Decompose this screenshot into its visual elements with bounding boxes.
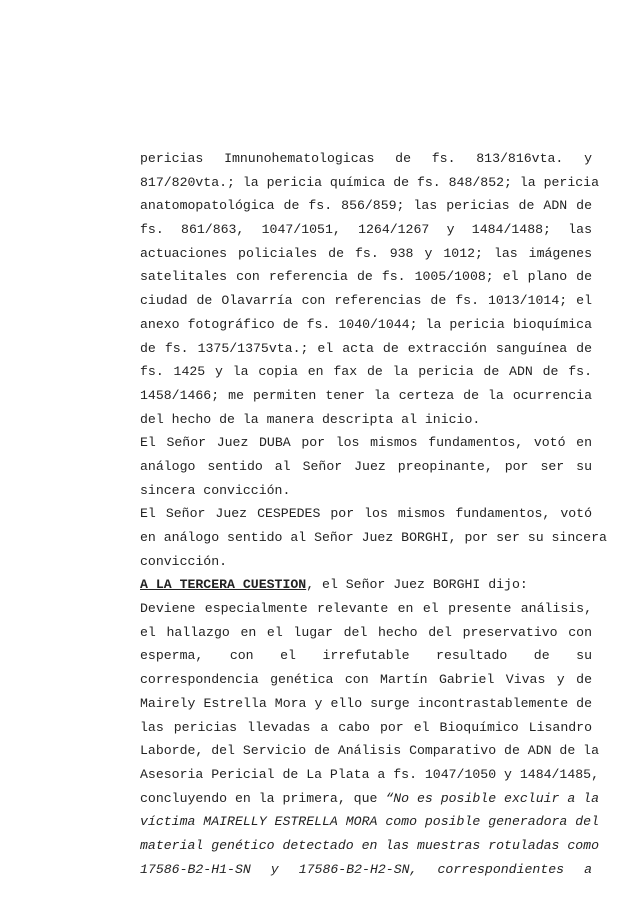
text-line: El Señor Juez DUBA por los mismos fundamentos, votó en — [140, 435, 592, 451]
text-line: del hecho de la manera descripta al inicio. — [140, 411, 481, 427]
text-line: sincera convicción. — [140, 482, 291, 498]
text-line: 817/820vta.; la pericia química de fs. 848/852; la pericia — [140, 174, 599, 190]
text-line: Laborde, del Servicio de Análisis Comparativo de ADN de la — [140, 743, 599, 759]
section-heading-rest: , el Señor Juez BORGHI dijo: — [306, 577, 528, 593]
text-line: en análogo sentido al Señor Juez BORGHI, por ser su sincera — [140, 530, 607, 545]
text-line: el hallazgo en el lugar del hecho del preservativo con — [140, 624, 592, 640]
text-line: ciudad de Olavarría con referencias de fs. 1013/1014; el — [140, 293, 592, 309]
text-line: Deviene especialmente relevante en el presente análisis, — [140, 601, 592, 617]
section-heading: A LA TERCERA CUESTION — [140, 577, 307, 593]
section-heading-line — [140, 573, 592, 597]
quote-start: “No es posible excluir a la — [385, 790, 600, 806]
text-line: Asesoria Pericial de La Plata a fs. 1047/1050 y 1484/1485, — [140, 766, 599, 782]
quote-line: material genético detectado en las muestras rotuladas como — [140, 837, 599, 853]
text-line: actuaciones policiales de fs. 938 y 1012; las imágenes — [140, 245, 592, 261]
text-line: fs. 1425 y la copia en fax de la pericia de ADN de fs. — [140, 364, 592, 380]
text-line: fs. 861/863, 1047/1051, 1264/1267 y 1484/1488; las — [140, 222, 592, 238]
text-line: Mairely Estrella Mora y ello surge incontrastablemente de — [140, 695, 592, 711]
text-line: de fs. 1375/1375vta.; el acta de extracción sanguínea de — [140, 340, 592, 356]
text-line: anatomopatológica de fs. 856/859; las pericias de ADN de — [140, 198, 592, 214]
document-body — [140, 147, 607, 881]
quote-intro: concluyendo en la primera, que — [140, 790, 386, 806]
text-line: satelitales con referencia de fs. 1005/1008; el plano de — [140, 269, 592, 285]
text-line: análogo sentido al Señor Juez preopinante, por ser su — [140, 458, 592, 474]
text-line: esperma, con el irrefutable resultado de su — [140, 648, 592, 664]
text-line: convicción. — [140, 553, 228, 569]
text-line: 1458/1466; me permiten tener la certeza de la ocurrencia — [140, 387, 592, 403]
text-line: las pericias llevadas a cabo por el Bioquímico Lisandro — [140, 719, 592, 735]
quote-line: 17586-B2-H1-SN y 17586-B2-H2-SN, correspondientes a — [140, 861, 592, 877]
text-line: pericias Imnunohematologicas de fs. 813/816vta. y — [140, 151, 592, 166]
text-line: El Señor Juez CESPEDES por los mismos fundamentos, votó — [140, 506, 592, 522]
quote-intro-line — [140, 787, 600, 811]
text-line: correspondencia genética con Martín Gabriel Vivas y de — [140, 672, 592, 688]
quote-line: víctima MAIRELLY ESTRELLA MORA como posible generadora del — [140, 814, 599, 830]
text-line: anexo fotográfico de fs. 1040/1044; la pericia bioquímica — [140, 316, 592, 332]
